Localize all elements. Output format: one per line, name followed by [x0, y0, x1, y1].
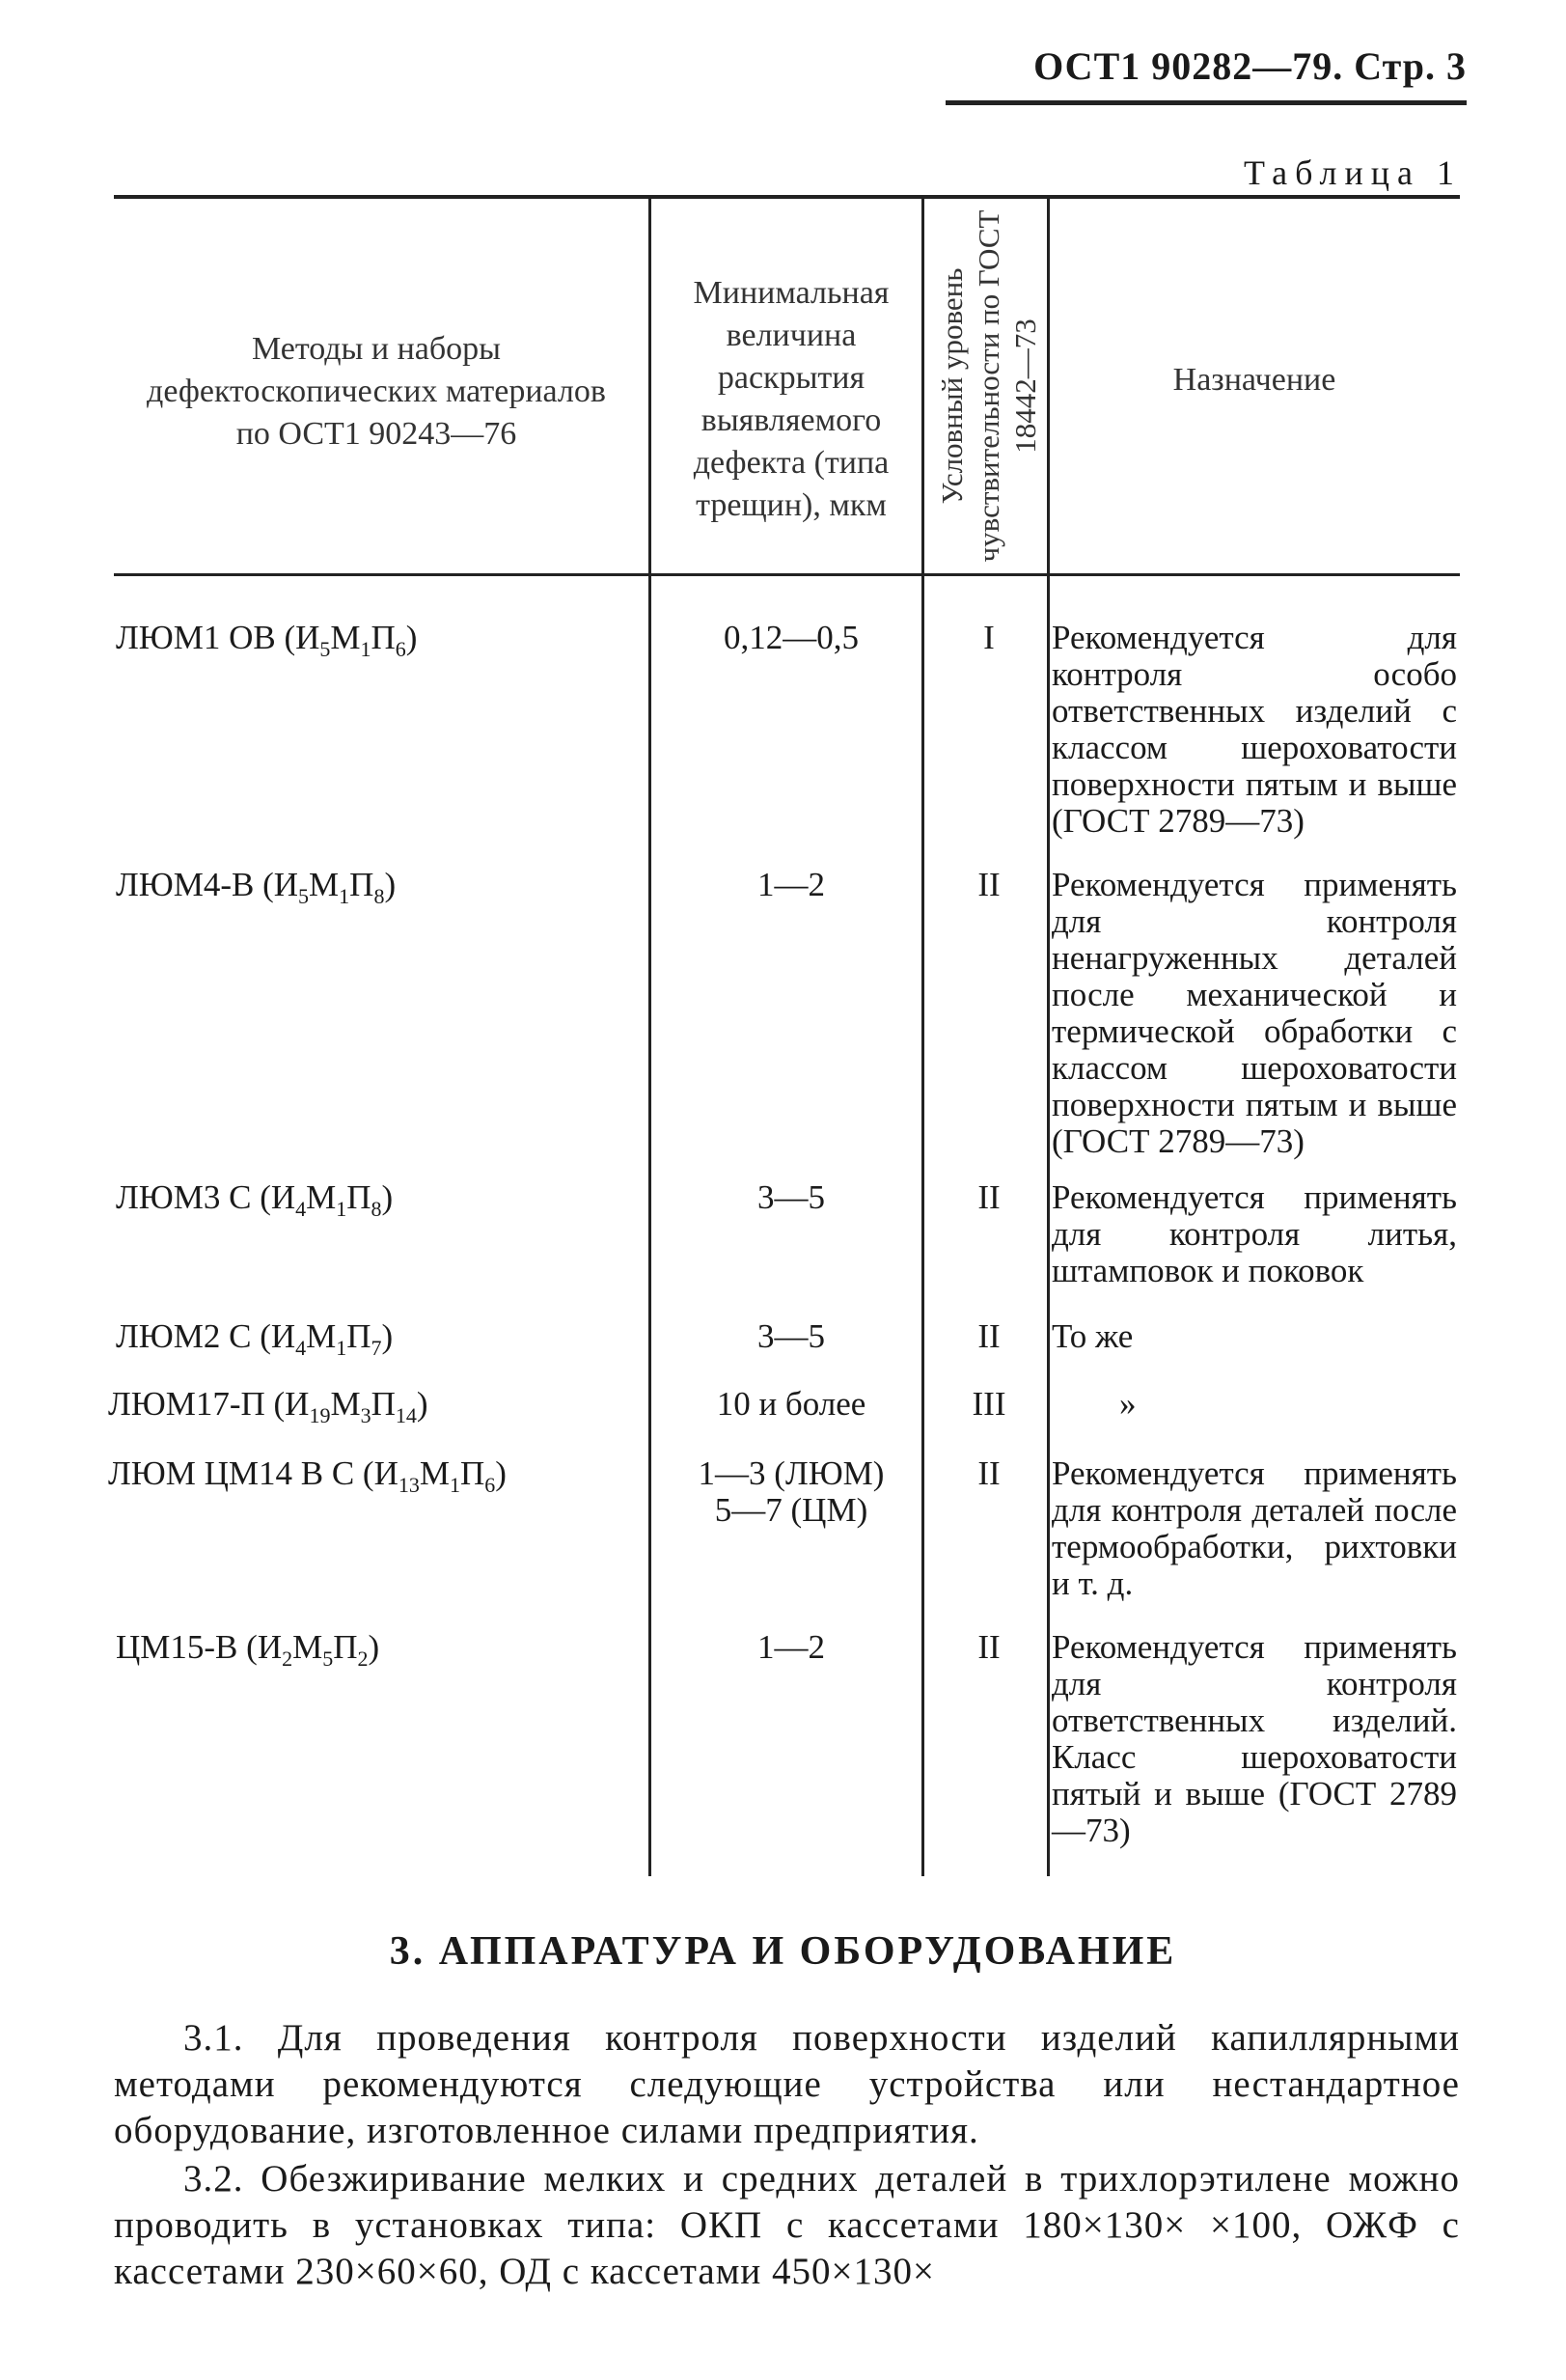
method-name: ЛЮМ17-П: [108, 1385, 265, 1423]
column-header-sensitivity-text: Условный уровень чувствительности по ГОСТ 18442—73: [935, 209, 1042, 563]
column-header-sensitivity: [921, 203, 1057, 569]
table-row-value: 10 и более: [716, 1385, 866, 1423]
table-row-method: ЛЮМ1 ОВ $(И_5М_1П_6)$: [116, 619, 418, 661]
table-row-level: I: [983, 619, 995, 656]
table-row-value: 3—5: [757, 1178, 825, 1216]
value-cm: 5—7 (ЦМ): [714, 1491, 868, 1529]
table-row-value: 1—2: [757, 1628, 825, 1666]
document-header: ОСТ1 90282—79. Стр. 3: [1033, 44, 1467, 88]
table-label: Таблица 1: [1244, 153, 1462, 192]
table-row-purpose: »: [1119, 1385, 1137, 1423]
table-row-method: ЛЮМ17-П $(И_{19}М_3П_{14})$: [108, 1385, 428, 1427]
method-name: ЛЮМ ЦМ14 В С: [108, 1454, 355, 1492]
section-title: 3. АППАРАТУРА И ОБОРУДОВАНИЕ: [389, 1929, 1177, 1974]
table-row-value: [646, 1455, 936, 1529]
column-header-methods: Методы и наборы дефектоскопических материалов по ОСТ1 90243—76: [147, 331, 606, 452]
table-row-purpose: То же: [1052, 1317, 1134, 1355]
paragraph-3-1: 3.1. Для проведения контроля поверхности изделий капиллярными методами рекомендуются следующие устройства или нестандартное оборудование, изготовленное силами предприятия.: [114, 2017, 1460, 2151]
table-row-method: ЦМ15-В $(И_2М_5П_2)$: [116, 1628, 380, 1671]
header-rule: [946, 100, 1467, 105]
table-row-level: II: [977, 1317, 1001, 1355]
table-header-rule: [114, 573, 1460, 576]
table-row-method: ЛЮМ4-В $(И_5М_1П_8)$: [116, 866, 397, 908]
table-row-value: 3—5: [757, 1317, 825, 1355]
table-row-level: II: [977, 1178, 1001, 1216]
method-name: ЛЮМ4-В: [116, 866, 255, 903]
table-row-purpose: Рекомендуется для контроля особо ответственных изделий с классом шероховатости поверхности пятым и выше (ГОСТ 2789—73): [1052, 619, 1457, 840]
value-lum: 1—3 (ЛЮМ): [698, 1454, 885, 1492]
table-row-purpose: Рекомендуется применять для контроля ответственных изделий. Класс шероховатости пятый и выше (ГОСТ 2789—73): [1052, 1628, 1457, 1849]
table-row-method: ЛЮМ2 С $(И_4М_1П_7)$: [116, 1317, 394, 1360]
column-header-min-opening: Минимальная величина раскрытия выявляемого дефекта (типа трещин), мкм: [693, 275, 890, 523]
column-divider-1: [648, 199, 651, 1876]
table-row-value: 0,12—0,5: [724, 619, 859, 656]
table-row-level: II: [977, 1628, 1001, 1666]
table-row-method: ЛЮМ ЦМ14 В С $(И_{13}М_1П_6)$: [108, 1454, 507, 1497]
table-row-purpose: Рекомендуется применять для контроля литья, штамповок и поковок: [1052, 1178, 1457, 1289]
table-row-level: III: [972, 1385, 1006, 1423]
method-name: ЛЮМ3 С: [116, 1178, 252, 1216]
table-row-purpose: Рекомендуется применять для контроля деталей после термообработки, рихтовки и т. д.: [1052, 1454, 1457, 1602]
table-row-purpose: Рекомендуется применять для контроля ненагруженных деталей после механической и термической обработки с классом шероховатости поверхности пятым и выше (ГОСТ 2789—73): [1052, 866, 1457, 1160]
table-row-method: ЛЮМ3 С $(И_4М_1П_8)$: [116, 1178, 394, 1221]
column-header-purpose: Назначение: [1172, 362, 1336, 398]
table-top-rule: [114, 195, 1460, 199]
method-name: ЛЮМ2 С: [116, 1317, 252, 1355]
method-name: ЛЮМ1 ОВ: [116, 619, 276, 656]
paragraph-3-2: 3.2. Обезжиривание мелких и средних деталей в трихлорэтилене можно проводить в установках типа: ОКП с кассетами 180×130× ×100, ОЖФ с кассетами 230×60×60, ОД с кассетами 450×130×: [114, 2158, 1460, 2292]
table-row-level: II: [977, 866, 1001, 903]
table-row-value: 1—2: [757, 866, 825, 903]
table-row-level: II: [977, 1454, 1001, 1492]
method-name: ЦМ15-В: [116, 1628, 238, 1666]
